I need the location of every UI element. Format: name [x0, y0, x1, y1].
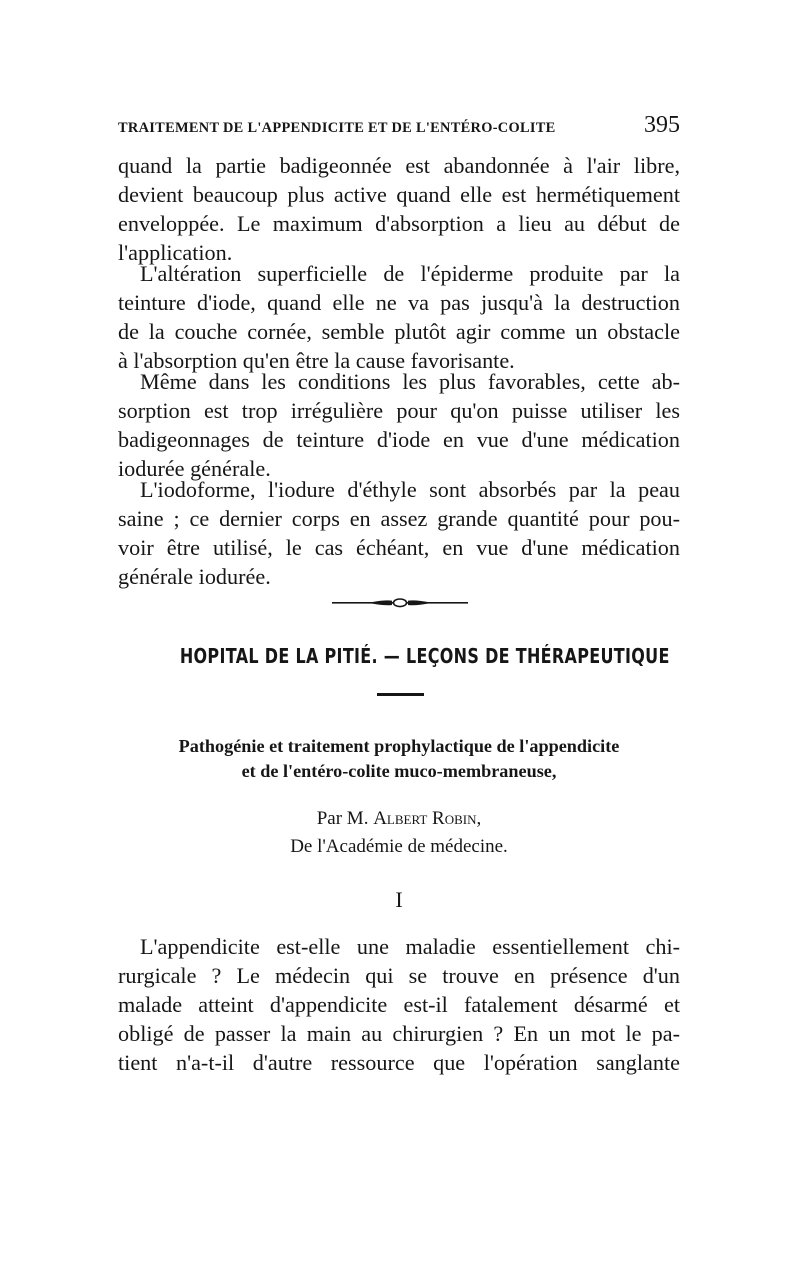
paragraph-4-line-1: L'iodoforme, l'iodure d'éthyle sont absorbés par la peau	[140, 477, 680, 502]
paragraph-4-line-3: voir être utilisé, le cas échéant, en vue d'une médication	[118, 535, 680, 560]
paragraph-3-line-2: sorption est trop irrégulière pour qu'on puisse utiliser les	[118, 398, 680, 423]
running-head	[118, 112, 680, 144]
article-title-line-2: et de l'entéro-colite muco-membraneuse,	[241, 761, 557, 781]
author-name: Albert Robin,	[373, 808, 482, 829]
page-number: 395	[644, 112, 680, 138]
closing-line-4: obligé de passer la main au chirurgien ? En un mot le pa-	[118, 1021, 680, 1046]
author-affiliation: De l'Académie de médecine.	[290, 836, 508, 857]
paragraph-1-line-3: enveloppée. Le maximum d'absorption a lieu au début de	[118, 211, 680, 236]
paragraph-1-line-2: devient beaucoup plus active quand elle est hermétiquement	[118, 182, 680, 207]
article-title-line-1: Pathogénie et traitement prophylactique de l'appendicite	[178, 736, 620, 756]
paragraph-4-line-4: générale iodurée.	[118, 564, 271, 589]
section-numeral: I	[395, 887, 403, 912]
paragraph-3-line-4: iodurée générale.	[118, 456, 271, 481]
closing-line-3: malade atteint d'appendicite est-il fatalement désarmé et	[118, 992, 680, 1017]
paragraph-3-line-1: Même dans les conditions les plus favorables, cette ab-	[140, 369, 680, 394]
paragraph-2-line-3: de la couche cornée, semble plutôt agir comme un obstacle	[118, 319, 680, 344]
ornament-divider	[332, 596, 468, 610]
paragraph-4-line-2: saine ; ce dernier corps en assez grande quantité pour pou-	[118, 506, 680, 531]
author-byline	[118, 808, 680, 830]
closing-line-5: tient n'a-t-il d'autre ressource que l'opération sanglante	[118, 1050, 680, 1075]
paragraph-3-line-3: badigeonnages de teinture d'iode en vue d'une médication	[118, 427, 680, 452]
closing-line-1: L'appendicite est-elle une maladie essentiellement chi-	[140, 934, 680, 959]
byline-prefix: Par M.	[316, 808, 369, 829]
paragraph-1-line-1: quand la partie badigeonnée est abandonnée à l'air libre,	[118, 153, 680, 178]
paragraph-2-line-1: L'altération superficielle de l'épiderme produite par la	[140, 261, 680, 286]
running-head-title: TRAITEMENT DE L'APPENDICITE ET DE L'ENTÉRO-COLITE	[118, 120, 556, 136]
paragraph-2-line-4: à l'absorption qu'en être la cause favorisante.	[118, 348, 515, 373]
closing-line-2: rurgicale ? Le médecin qui se trouve en présence d'un	[118, 963, 680, 988]
paragraph-1-line-4: l'application.	[118, 240, 233, 265]
paragraph-2-line-2: teinture d'iode, quand elle ne va pas jusqu'à la destruction	[118, 290, 680, 315]
section-heading: HOPITAL DE LA PITIÉ. — LEÇONS DE THÉRAPEUTIQUE	[179, 644, 670, 668]
heading-rule	[377, 693, 424, 696]
